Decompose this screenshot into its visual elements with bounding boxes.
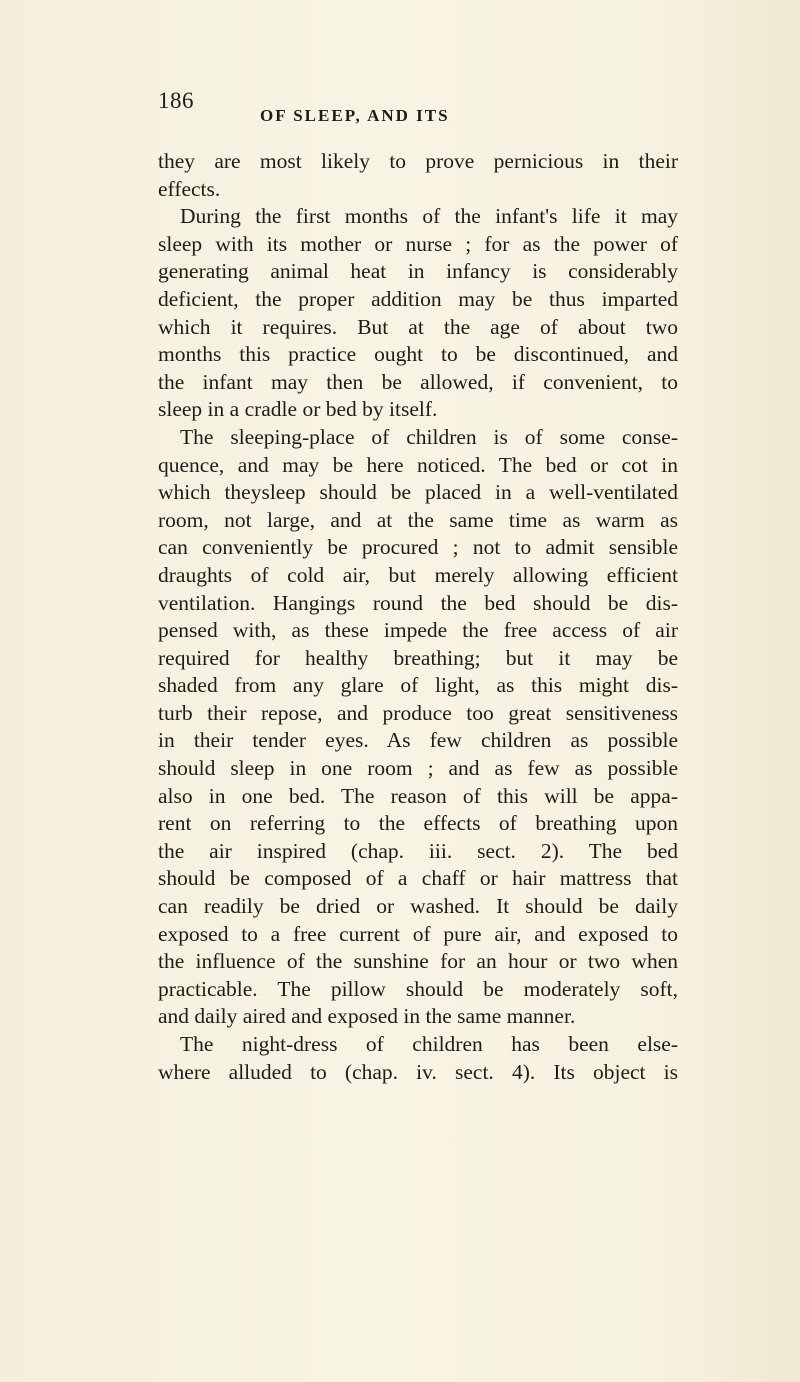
- text-line: in their tender eyes. As few children as possible: [158, 728, 678, 753]
- text-line: generating animal heat in infancy is considerably: [158, 259, 678, 284]
- text-line: should be composed of a chaff or hair mattress that: [158, 866, 678, 891]
- text-line: ventilation. Hangings round the bed should be dis-: [158, 590, 678, 615]
- text-line: practicable. The pillow should be moderately soft,: [158, 976, 678, 1001]
- text-line: which theysleep should be placed in a well-ventilated: [158, 480, 678, 505]
- text-line: rent on referring to the effects of breathing upon: [158, 811, 678, 836]
- text-line: the influence of the sunshine for an hour or two when: [158, 949, 678, 974]
- text-line: which it requires. But at the age of about two: [158, 314, 678, 339]
- text-line: can conveniently be procured ; not to admit sensible: [158, 535, 678, 560]
- text-line: the infant may then be allowed, if convenient, to: [158, 369, 678, 394]
- text-line: quence, and may be here noticed. The bed or cot in: [158, 452, 678, 477]
- text-line: can readily be dried or washed. It should be daily: [158, 894, 678, 919]
- text-line: the air inspired (chap. iii. sect. 2). The bed: [158, 838, 678, 863]
- running-head: OF SLEEP, AND ITS: [260, 106, 450, 125]
- paragraph: [158, 424, 678, 1031]
- text-line: where alluded to (chap. iv. sect. 4). Its object is: [158, 1059, 678, 1084]
- paragraph: [158, 1031, 678, 1086]
- text-line: effects.: [158, 176, 221, 201]
- text-line: required for healthy breathing; but it may be: [158, 645, 678, 670]
- page-number: 186: [158, 88, 194, 113]
- text-line: months this practice ought to be discontinued, and: [158, 342, 678, 367]
- text-line: deficient, the proper addition may be thus imparted: [158, 286, 678, 311]
- text-line: also in one bed. The reason of this will be appa-: [158, 783, 678, 808]
- text-line: should sleep in one room ; and as few as possible: [158, 756, 678, 781]
- text-line: During the first months of the infant's life it may: [180, 204, 678, 229]
- paragraph: [158, 203, 678, 424]
- text-line: they are most likely to prove pernicious in their: [158, 149, 678, 173]
- text-line: and daily aired and exposed in the same manner.: [158, 1004, 576, 1029]
- text-line: The sleeping-place of children is of some conse-: [180, 424, 678, 449]
- text-line: The night-dress of children has been else-: [180, 1032, 678, 1056]
- text-line: sleep with its mother or nurse ; for as the power of: [158, 231, 678, 256]
- body-text: [158, 148, 678, 1086]
- text-line: sleep in a cradle or bed by itself.: [158, 397, 438, 422]
- page-header: [158, 88, 678, 128]
- text-line: exposed to a free current of pure air, and exposed to: [158, 921, 678, 946]
- text-line: shaded from any glare of light, as this might dis-: [158, 673, 678, 698]
- paragraph: [158, 148, 678, 203]
- text-line: turb their repose, and produce too great sensitiveness: [158, 700, 678, 725]
- text-line: pensed with, as these impede the free access of air: [158, 618, 678, 643]
- text-line: draughts of cold air, but merely allowing efficient: [158, 562, 678, 587]
- text-line: room, not large, and at the same time as warm as: [158, 507, 678, 532]
